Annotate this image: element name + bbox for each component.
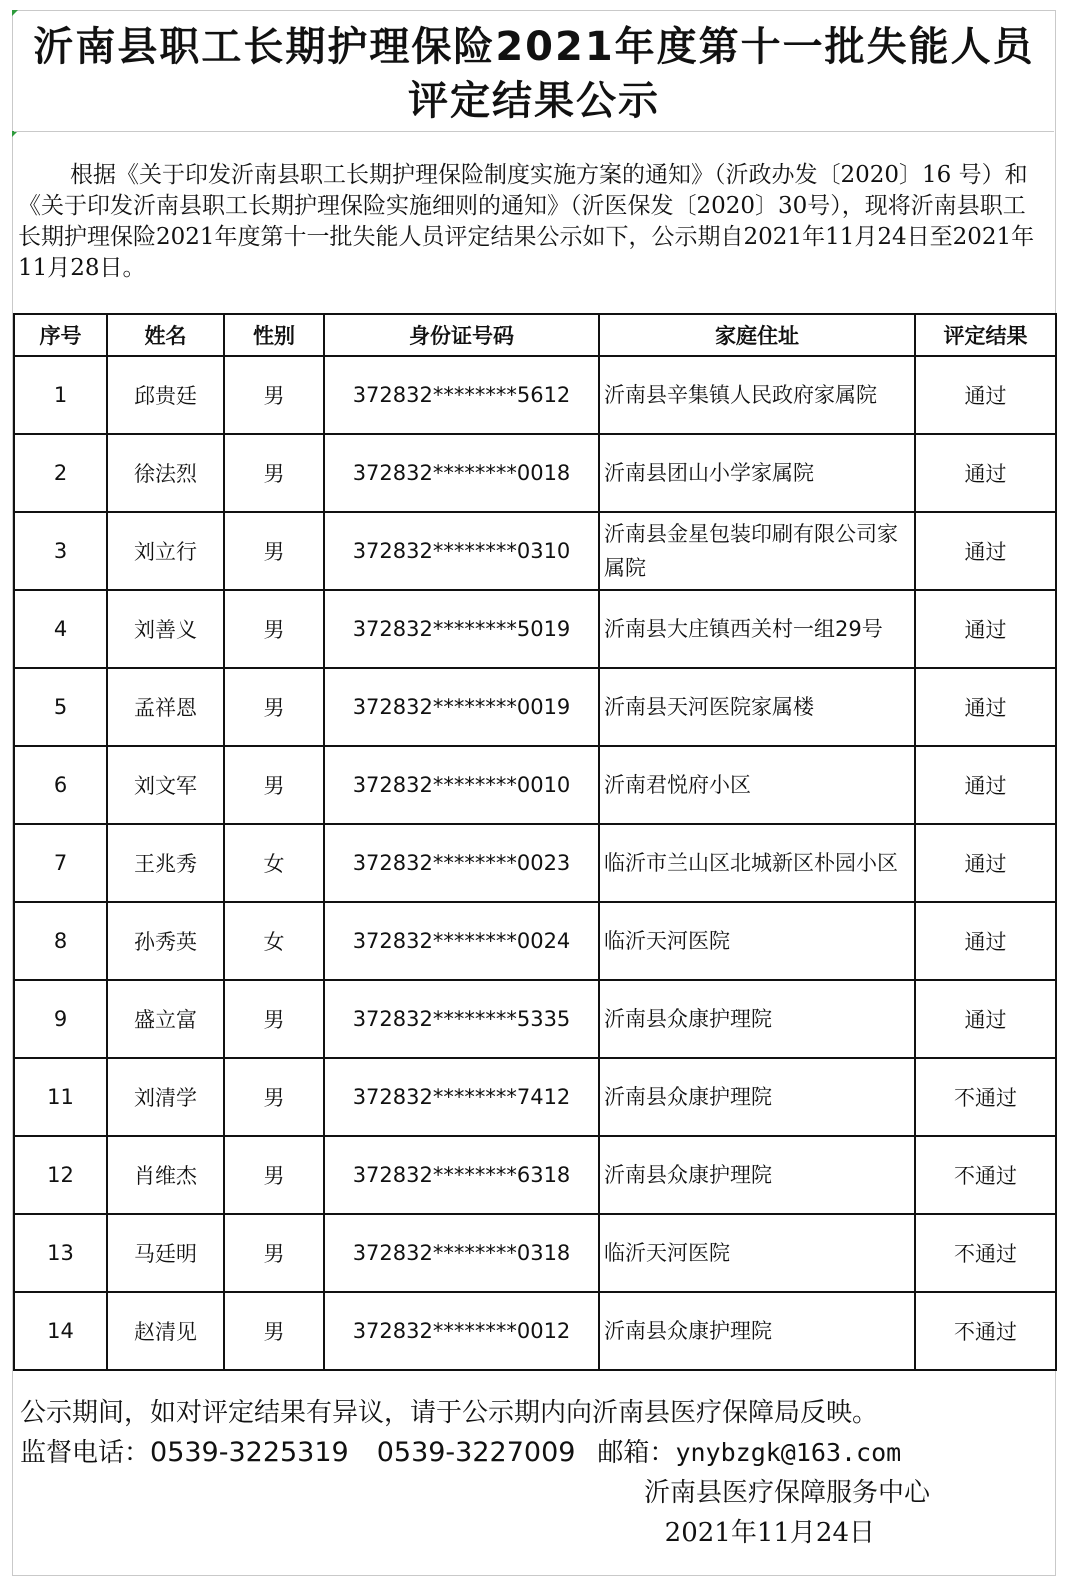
cell-address: 沂南县众康护理院 [599, 1136, 915, 1214]
table-row [14, 1058, 1056, 1136]
cell-gender: 男 [224, 590, 324, 668]
cell-no: 6 [14, 746, 107, 824]
cell-name: 邱贵廷 [107, 356, 224, 434]
cell-name: 孙秀英 [107, 902, 224, 980]
header-result: 评定结果 [915, 314, 1056, 356]
intro-text: 根据《关于印发沂南县职工长期护理保险制度实施方案的通知》（沂政办发〔2020〕16 号）和《关于印发沂南县职工长期护理保险实施细则的通知》（沂医保发〔2020〕30号），现将沂南县职工长期护理保险2021年度第十一批失能人员评定结果公示如下，公示期自2021年11月24日至2021年11月28日。 [18, 162, 1035, 281]
cell-no: 5 [14, 668, 107, 746]
cell-no: 9 [14, 980, 107, 1058]
cell-id: 372832********5019 [324, 590, 599, 668]
cell-name: 孟祥恩 [107, 668, 224, 746]
cell-name: 刘文军 [107, 746, 224, 824]
footer-contact [20, 1433, 1050, 1473]
table-header-row [14, 314, 1056, 356]
cell-address: 沂南县辛集镇人民政府家属院 [599, 356, 915, 434]
cell-address: 临沂市兰山区北城新区朴园小区 [599, 824, 915, 902]
header-no: 序号 [14, 314, 107, 356]
cell-result: 通过 [915, 356, 1056, 434]
cell-no: 8 [14, 902, 107, 980]
cell-name: 肖维杰 [107, 1136, 224, 1214]
page-title: 沂南县职工长期护理保险2021年度第十一批失能人员评定结果公示 [14, 14, 1054, 132]
cell-address: 临沂天河医院 [599, 1214, 915, 1292]
table-row [14, 434, 1056, 512]
cell-gender: 男 [224, 1292, 324, 1370]
table-row [14, 668, 1056, 746]
cell-gender: 男 [224, 1136, 324, 1214]
cell-result: 通过 [915, 668, 1056, 746]
cell-result: 不通过 [915, 1214, 1056, 1292]
cell-gender: 男 [224, 434, 324, 512]
cell-gender: 男 [224, 512, 324, 590]
cell-name: 赵清见 [107, 1292, 224, 1370]
cell-result: 通过 [915, 824, 1056, 902]
cell-no: 11 [14, 1058, 107, 1136]
cell-no: 1 [14, 356, 107, 434]
phone-label: 监督电话： [20, 1438, 151, 1468]
cell-name: 王兆秀 [107, 824, 224, 902]
cell-result: 通过 [915, 590, 1056, 668]
footer-signature: 沂南县医疗保障服务中心 [643, 1478, 930, 1508]
cell-name: 徐法烈 [107, 434, 224, 512]
cell-id: 372832********0318 [324, 1214, 599, 1292]
cell-address: 沂南县大庄镇西关村一组29号 [599, 590, 915, 668]
table-row [14, 590, 1056, 668]
cell-gender: 女 [224, 902, 324, 980]
cell-result: 通过 [915, 434, 1056, 512]
email-label: 邮箱： [597, 1438, 676, 1468]
cell-no: 12 [14, 1136, 107, 1214]
cell-gender: 男 [224, 1058, 324, 1136]
cell-address: 沂南县众康护理院 [599, 980, 915, 1058]
cell-address: 沂南县众康护理院 [599, 1292, 915, 1370]
header-id: 身份证号码 [324, 314, 599, 356]
cell-address: 临沂天河医院 [599, 902, 915, 980]
cell-no: 4 [14, 590, 107, 668]
cell-id: 372832********0023 [324, 824, 599, 902]
cell-name: 盛立富 [107, 980, 224, 1058]
cell-name: 马廷明 [107, 1214, 224, 1292]
cell-gender: 男 [224, 980, 324, 1058]
footer [20, 1393, 1050, 1553]
phone-number-1: 0539-3225319 [150, 1437, 349, 1468]
cell-result: 通过 [915, 512, 1056, 590]
cell-id: 372832********0010 [324, 746, 599, 824]
cell-gender: 男 [224, 1214, 324, 1292]
table-row [14, 1214, 1056, 1292]
table-row [14, 1292, 1056, 1370]
cell-id: 372832********0310 [324, 512, 599, 590]
table-row [14, 902, 1056, 980]
cell-id: 372832********5612 [324, 356, 599, 434]
results-table [13, 313, 1057, 1371]
table-row [14, 746, 1056, 824]
cell-name: 刘善义 [107, 590, 224, 668]
cell-id: 372832********0024 [324, 902, 599, 980]
cell-result: 通过 [915, 746, 1056, 824]
table-row [14, 356, 1056, 434]
intro-paragraph [18, 160, 1038, 284]
cell-result: 不通过 [915, 1292, 1056, 1370]
cell-gender: 男 [224, 746, 324, 824]
cell-address: 沂南县金星包装印刷有限公司家属院 [599, 512, 915, 590]
table-row [14, 512, 1056, 590]
cell-id: 372832********5335 [324, 980, 599, 1058]
cell-result: 不通过 [915, 1058, 1056, 1136]
cell-id: 372832********0012 [324, 1292, 599, 1370]
table-row [14, 980, 1056, 1058]
table-row [14, 1136, 1056, 1214]
cell-name: 刘清学 [107, 1058, 224, 1136]
cell-address: 沂南县天河医院家属楼 [599, 668, 915, 746]
table-row [14, 824, 1056, 902]
email-address: ynybzgk@163.com [675, 1438, 902, 1467]
cell-gender: 女 [224, 824, 324, 902]
cell-name: 刘立行 [107, 512, 224, 590]
cell-id: 372832********6318 [324, 1136, 599, 1214]
cell-id: 372832********7412 [324, 1058, 599, 1136]
cell-result: 通过 [915, 980, 1056, 1058]
footer-date: 2021年11月24日 [664, 1518, 875, 1548]
footer-notice: 公示期间，如对评定结果有异议，请于公示期内向沂南县医疗保障局反映。 [20, 1398, 879, 1428]
cell-no: 2 [14, 434, 107, 512]
cell-result: 通过 [915, 902, 1056, 980]
cell-no: 3 [14, 512, 107, 590]
cell-result: 不通过 [915, 1136, 1056, 1214]
header-gender: 性别 [224, 314, 324, 356]
cell-no: 7 [14, 824, 107, 902]
cell-id: 372832********0019 [324, 668, 599, 746]
cell-address: 沂南君悦府小区 [599, 746, 915, 824]
cell-gender: 男 [224, 668, 324, 746]
cell-address: 沂南县团山小学家属院 [599, 434, 915, 512]
header-name: 姓名 [107, 314, 224, 356]
cell-id: 372832********0018 [324, 434, 599, 512]
phone-number-2: 0539-3227009 [376, 1437, 576, 1468]
cell-no: 13 [14, 1214, 107, 1292]
cell-gender: 男 [224, 356, 324, 434]
cell-no: 14 [14, 1292, 107, 1370]
header-address: 家庭住址 [599, 314, 915, 356]
cell-address: 沂南县众康护理院 [599, 1058, 915, 1136]
